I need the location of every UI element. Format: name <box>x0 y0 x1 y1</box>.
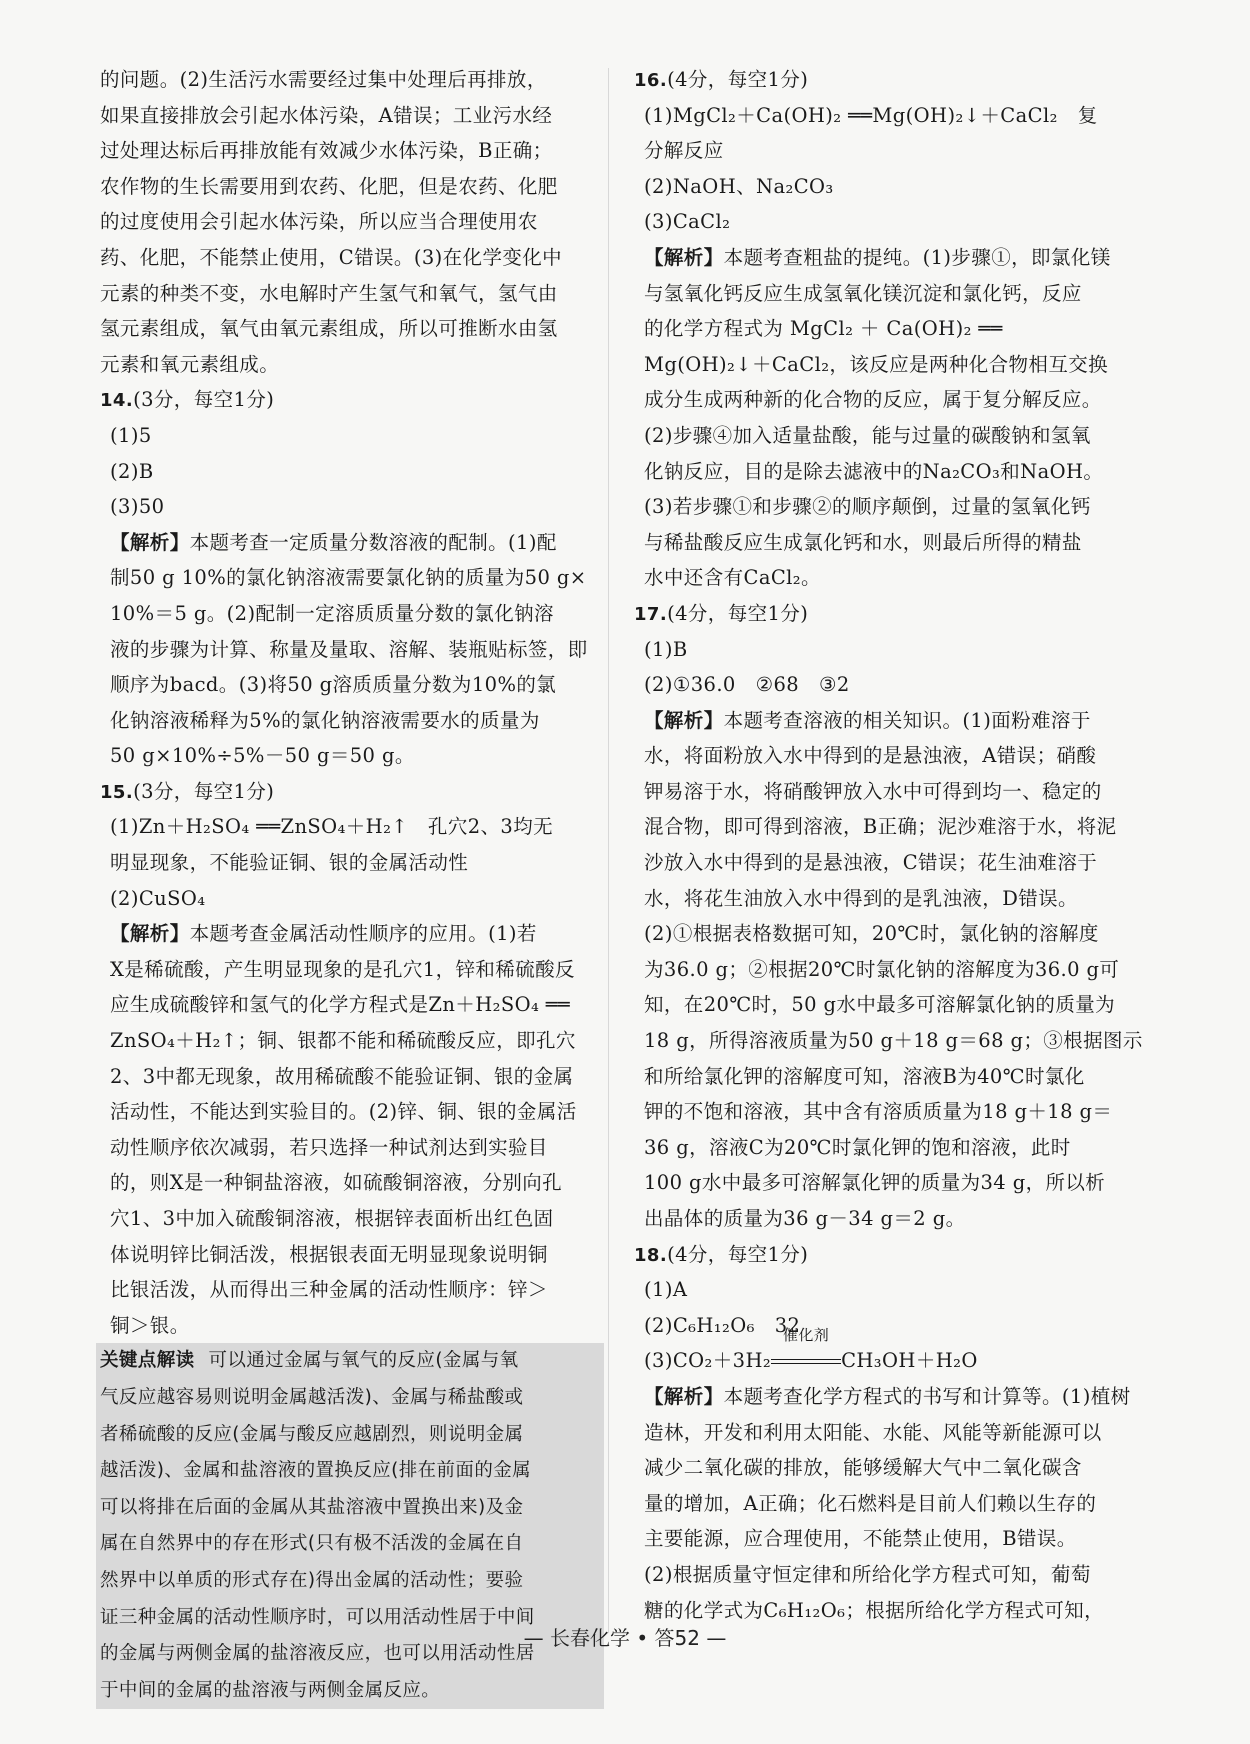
key-point-box <box>96 1343 604 1709</box>
line-text: (3分，每空1分) <box>133 388 275 412</box>
text-line <box>100 845 600 881</box>
line-text: 活动性，不能达到实验目的。(2)锌、铜、银的金属活 <box>110 1100 577 1124</box>
line-text: (2)步骤④加入适量盐酸，能与过量的碳酸钠和氢氧 <box>644 423 1091 447</box>
line-text: (4分，每空1分) <box>667 601 809 625</box>
line-text: 顺序为bacd。(3)将50 g溶质质量分数为10%的氯 <box>110 673 557 697</box>
line-text: 钾易溶于水，将硝酸钾放入水中可得到均一、稳定的 <box>644 779 1102 803</box>
line-text: 主要能源，应合理使用，不能禁止使用，B错误。 <box>644 1527 1077 1551</box>
key-point-line <box>100 1526 604 1563</box>
line-text: 然界中以单质的形式存在)得出金属的活动性；要验 <box>100 1569 524 1591</box>
line-text: 越活泼)、金属和盐溶液的置换反应(排在前面的金属 <box>100 1460 532 1482</box>
text-line <box>100 952 600 988</box>
line-text: 减少二氧化碳的排放，能够缓解大气中二氧化碳含 <box>644 1456 1082 1480</box>
line-text: 本题考查金属活动性顺序的应用。(1)若 <box>189 922 537 946</box>
key-point-line <box>100 1490 604 1527</box>
line-text: 糖的化学式为C₆H₁₂O₆；根据所给化学方程式可知， <box>644 1598 1105 1622</box>
text-line <box>634 845 1144 881</box>
question-header <box>100 774 600 810</box>
line-text: 于中间的金属的盐溶液与两侧金属反应。 <box>100 1679 441 1701</box>
text-line <box>634 347 1144 383</box>
text-line <box>100 738 600 774</box>
line-text: (2)①36.0 ②68 ③2 <box>644 673 850 697</box>
text-line <box>100 454 600 490</box>
text-line <box>100 1023 600 1059</box>
line-text: (3分，每空1分) <box>133 779 275 803</box>
line-text: 的问题。(2)生活污水需要经过集中处理后再排放， <box>100 68 547 91</box>
key-point-line <box>100 1380 604 1417</box>
text-line <box>100 632 600 668</box>
line-text: 10%＝5 g。(2)配制一定溶质质量分数的氯化钠溶 <box>110 601 554 625</box>
line-text: 药、化肥，不能禁止使用，C错误。(3)在化学变化中 <box>100 245 563 269</box>
text-line <box>634 1308 1144 1344</box>
line-text: 铜＞银。 <box>110 1313 190 1337</box>
line-text: 的，则X是一种铜盐溶液，如硫酸铜溶液，分别向孔 <box>110 1171 563 1195</box>
equation-left: (3)CO₂＋3H₂ <box>644 1349 772 1373</box>
line-text: 18 g，所得溶液质量为50 g＋18 g＝68 g；③根据图示 <box>644 1029 1143 1053</box>
text-line <box>100 98 600 134</box>
line-text: (1)5 <box>110 423 152 447</box>
text-line <box>634 667 1144 703</box>
line-text: 本题考查粗盐的提纯。(1)步骤①，即氯化镁 <box>723 245 1111 269</box>
line-text: 穴1、3中加入硫酸铜溶液，根据锌表面析出红色固 <box>110 1207 554 1230</box>
text-line <box>634 454 1144 490</box>
analysis-tag: 【解析】 <box>110 530 190 554</box>
line-text: 动性顺序依次减弱，若只选择一种试剂达到实验目 <box>110 1135 548 1159</box>
text-line <box>634 809 1144 845</box>
question-number: 14. <box>100 390 134 412</box>
line-text: 2、3中都无现象，故用稀硫酸不能验证铜、银的金属 <box>110 1064 574 1088</box>
question-header <box>634 1237 1144 1273</box>
text-line <box>100 1272 600 1308</box>
line-text: (2)根据质量守恒定律和所给化学方程式可知，葡萄 <box>644 1562 1091 1586</box>
analysis-tag: 【解析】 <box>110 922 190 946</box>
text-line <box>100 1308 600 1344</box>
text-line <box>634 1023 1144 1059</box>
text-line <box>100 347 600 383</box>
equation-right: CH₃OH＋H₂O <box>841 1349 978 1373</box>
text-line <box>100 596 600 632</box>
line-text: (2)B <box>110 459 154 483</box>
line-text: 化钠溶液稀释为5%的氯化钠溶液需要水的质量为 <box>110 708 540 732</box>
analysis-line <box>634 703 1144 739</box>
text-line <box>634 489 1144 525</box>
text-line <box>634 1130 1144 1166</box>
line-text: (3)50 <box>110 495 165 519</box>
line-text: 的金属与两侧金属的盐溶液反应，也可以用活动性居 <box>100 1643 535 1665</box>
key-point-title: 关键点解读 <box>100 1350 195 1372</box>
key-point-line <box>100 1673 604 1710</box>
analysis-line <box>100 916 600 952</box>
text-line <box>100 240 600 276</box>
line-text: (4分，每空1分) <box>667 68 809 91</box>
line-text: 应生成硫酸锌和氢气的化学方程式是Zn＋H₂SO₄ ══ <box>110 993 571 1017</box>
text-line <box>634 525 1144 561</box>
line-text: 本题考查一定质量分数溶液的配制。(1)配 <box>189 530 557 554</box>
text-line <box>100 1237 600 1273</box>
line-text: 50 g×10%÷5%－50 g＝50 g。 <box>110 744 415 768</box>
line-text: 成分生成两种新的化合物的反应，属于复分解反应。 <box>644 388 1102 412</box>
line-text: 者稀硫酸的反应(金属与酸反应越剧烈，则说明金属 <box>100 1423 524 1445</box>
text-line <box>634 1415 1144 1451</box>
line-text: 知，在20℃时，50 g水中最多可溶解氯化钠的质量为 <box>644 993 1116 1017</box>
text-line <box>100 703 600 739</box>
text-line <box>634 738 1144 774</box>
line-text: Mg(OH)₂↓＋CaCl₂，该反应是两种化合物相互交换 <box>644 352 1109 376</box>
text-line <box>100 489 600 525</box>
text-line <box>634 1201 1144 1237</box>
line-text: 的化学方程式为 MgCl₂ ＋ Ca(OH)₂ ══ <box>644 317 1003 341</box>
line-text: 水，将面粉放入水中得到的是悬浊液，A错误；硝酸 <box>644 744 1097 768</box>
line-text: 液的步骤为计算、称量及量取、溶解、装瓶贴标签，即 <box>110 637 588 661</box>
text-line <box>100 133 600 169</box>
line-text: (2)C₆H₁₂O₆ 32 <box>644 1313 801 1337</box>
text-line <box>634 1486 1144 1522</box>
text-line <box>100 881 600 917</box>
question-number: 17. <box>634 603 668 625</box>
text-line <box>634 1059 1144 1095</box>
text-line <box>634 418 1144 454</box>
text-line <box>634 169 1144 205</box>
text-line <box>634 987 1144 1023</box>
line-text: 明显现象，不能验证铜、银的金属活动性 <box>110 851 469 875</box>
text-line <box>100 560 600 596</box>
text-line <box>634 1272 1144 1308</box>
analysis-line <box>634 240 1144 276</box>
text-line <box>634 881 1144 917</box>
text-line <box>634 311 1144 347</box>
analysis-tag: 【解析】 <box>644 245 724 269</box>
key-point-line <box>100 1417 604 1454</box>
text-line <box>100 809 600 845</box>
text-line <box>634 382 1144 418</box>
line-text: 氢元素组成，氧气由氧元素组成，所以可推断水由氢 <box>100 317 558 341</box>
line-text: (1)Zn＋H₂SO₄ ══ZnSO₄＋H₂↑ 孔穴2、3均无 <box>110 815 554 839</box>
text-line <box>634 916 1144 952</box>
text-line <box>634 1521 1144 1557</box>
text-line <box>634 98 1144 134</box>
line-text: 元素和氧元素组成。 <box>100 352 280 376</box>
text-line <box>100 1201 600 1237</box>
line-text: (2)NaOH、Na₂CO₃ <box>644 174 834 198</box>
line-text: 水，将花生油放入水中得到的是乳浊液，D错误。 <box>644 886 1078 910</box>
line-text: 出晶体的质量为36 g－34 g＝2 g。 <box>644 1207 966 1230</box>
line-text: 的过度使用会引起水体污染，所以应当合理使用农 <box>100 210 538 234</box>
line-text: 造林，开发和利用太阳能、水能、风能等新能源可以 <box>644 1420 1102 1444</box>
line-text: 与氢氧化钙反应生成氢氧化镁沉淀和氯化钙，反应 <box>644 281 1082 305</box>
text-line <box>100 418 600 454</box>
line-text: 100 g水中最多可溶解氯化钾的质量为34 g，所以析 <box>644 1171 1106 1195</box>
key-point-line <box>100 1563 604 1600</box>
line-text: 混合物，即可得到溶液，B正确；泥沙难溶于水，将泥 <box>644 815 1117 839</box>
question-number: 18. <box>634 1244 668 1266</box>
text-line <box>634 1165 1144 1201</box>
analysis-tag: 【解析】 <box>644 1384 724 1408</box>
text-line <box>634 774 1144 810</box>
line-text: (3)CaCl₂ <box>644 210 731 234</box>
question-header <box>100 382 600 418</box>
line-text: (3)若步骤①和步骤②的顺序颠倒，过量的氢氧化钙 <box>644 495 1091 519</box>
line-text: ZnSO₄＋H₂↑；铜、银都不能和稀硫酸反应，即孔穴 <box>110 1029 576 1053</box>
question-header <box>634 62 1144 98</box>
line-text: 量的增加，A正确；化石燃料是目前人们赖以生存的 <box>644 1491 1097 1515</box>
text-line <box>634 133 1144 169</box>
text-line <box>100 987 600 1023</box>
line-text: (1)B <box>644 637 688 661</box>
line-text: (1)MgCl₂＋Ca(OH)₂ ══Mg(OH)₂↓＋CaCl₂ 复 <box>644 103 1098 127</box>
text-line <box>100 276 600 312</box>
line-text: 元素的种类不变，水电解时产生氢气和氧气，氢气由 <box>100 281 558 305</box>
catalyst-arrow <box>771 1326 841 1379</box>
line-text: (2)CuSO₄ <box>110 886 206 910</box>
text-line <box>100 1130 600 1166</box>
analysis-line <box>100 525 600 561</box>
text-line <box>634 1557 1144 1593</box>
text-line <box>634 560 1144 596</box>
text-line <box>100 311 600 347</box>
line-text: 体说明锌比铜活泼，根据银表面无明显现象说明铜 <box>110 1242 548 1266</box>
line-text: 比银活泼，从而得出三种金属的活动性顺序：锌＞ <box>110 1278 548 1302</box>
line-text: (4分，每空1分) <box>667 1242 809 1266</box>
text-line <box>100 1165 600 1201</box>
line-text: 属在自然界中的存在形式(只有极不活泼的金属在自 <box>100 1533 524 1555</box>
line-text: 农作物的生长需要用到农药、化肥，但是农药、化肥 <box>100 174 558 198</box>
question-header <box>634 596 1144 632</box>
line-text: 分解反应 <box>644 139 724 163</box>
text-line <box>100 204 600 240</box>
line-text: X是稀硫酸，产生明显现象的是孔穴1，锌和稀硫酸反 <box>110 957 575 981</box>
key-point-line <box>100 1343 604 1380</box>
line-text: 沙放入水中得到的是悬浊液，C错误；花生油难溶于 <box>644 851 1098 875</box>
text-line <box>634 204 1144 240</box>
text-line <box>634 1450 1144 1486</box>
line-text: 钾的不饱和溶液，其中含有溶质质量为18 g＋18 g＝ <box>644 1100 1113 1124</box>
line-text: 证三种金属的活动性顺序时，可以用活动性居于中间 <box>100 1606 535 1628</box>
right-column <box>634 62 1144 1628</box>
line-text: 制50 g 10%的氯化钠溶液需要氯化钠的质量为50 g× <box>110 566 587 590</box>
left-column <box>100 62 600 1709</box>
catalyst-label: 催化剂 <box>782 1326 830 1345</box>
text-line <box>100 1094 600 1130</box>
key-point-line <box>100 1453 604 1490</box>
question-number: 16. <box>634 70 668 91</box>
question-number: 15. <box>100 781 134 803</box>
line-text: (1)A <box>644 1278 688 1302</box>
line-text: 水中还含有CaCl₂。 <box>644 566 821 590</box>
line-text: 与稀盐酸反应生成氯化钙和水，则最后所得的精盐 <box>644 530 1082 554</box>
text-line <box>634 1094 1144 1130</box>
line-text: 和所给氯化钾的溶解度可知，溶液B为40℃时氯化 <box>644 1064 1085 1088</box>
line-text: (2)①根据表格数据可知，20℃时，氯化钠的溶解度 <box>644 922 1099 946</box>
line-text: 为36.0 g；②根据20℃时氯化钠的溶解度为36.0 g可 <box>644 957 1120 981</box>
page-footer: — 长春化学 • 答52 — <box>523 1626 727 1650</box>
line-text: 如果直接排放会引起水体污染，A错误；工业污水经 <box>100 103 553 127</box>
line-text: 化钠反应，目的是除去滤液中的Na₂CO₃和NaOH。 <box>644 459 1104 483</box>
line-text: 可以通过金属与氧气的反应(金属与氧 <box>208 1350 519 1372</box>
line-text: 本题考查溶液的相关知识。(1)面粉难溶于 <box>723 708 1091 732</box>
text-line <box>100 1059 600 1095</box>
analysis-tag: 【解析】 <box>644 708 724 732</box>
text-line <box>634 632 1144 668</box>
line-text: 本题考查化学方程式的书写和计算等。(1)植树 <box>723 1384 1131 1408</box>
column-divider <box>608 68 609 1633</box>
line-text: 36 g，溶液C为20℃时氯化钾的饱和溶液，此时 <box>644 1135 1071 1159</box>
text-line <box>100 62 600 98</box>
text-line <box>100 169 600 205</box>
line-text: 过处理达标后再排放能有效减少水体污染，B正确； <box>100 139 553 163</box>
line-text: 可以将排在后面的金属从其盐溶液中置换出来)及金 <box>100 1496 524 1518</box>
text-line <box>100 667 600 703</box>
equals-sign <box>771 1359 841 1364</box>
line-text: 气反应越容易则说明金属越活泼)、金属与稀盐酸或 <box>100 1386 524 1408</box>
text-line <box>634 952 1144 988</box>
text-line <box>634 1326 1144 1379</box>
text-line <box>634 276 1144 312</box>
analysis-line <box>634 1379 1144 1415</box>
